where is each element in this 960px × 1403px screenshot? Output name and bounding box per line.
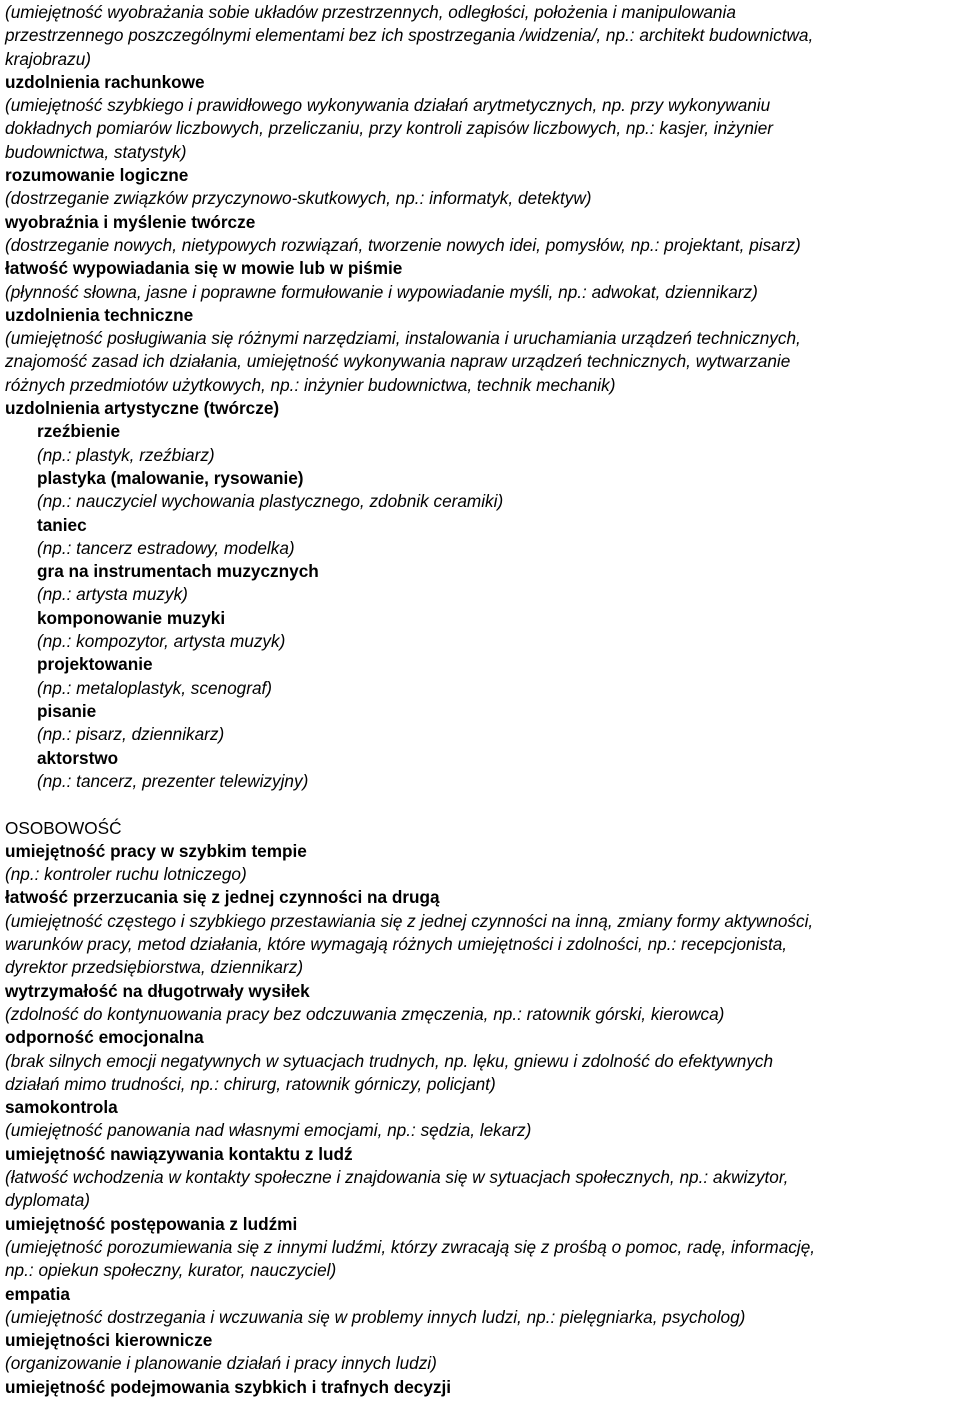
trait-name: wytrzymałość na długotrwały wysiłek xyxy=(5,980,310,1001)
artistic-skill-name: pisanie xyxy=(37,700,97,721)
trait-name: empatia xyxy=(5,1283,70,1304)
artistic-skill-name: aktorstwo xyxy=(37,747,119,768)
skill-description: (dostrzeganie nowych, nietypowych rozwiązań, tworzenie nowych idei, pomysłów, np.: projektant, pisarz) xyxy=(5,234,801,255)
artistic-skill-example: (np.: kompozytor, artysta muzyk) xyxy=(37,631,286,652)
trait-description: (umiejętność porozumiewania się z innymi ludźmi, którzy zwracają się z prośbą o pomoc, radę, informację, xyxy=(5,1236,816,1257)
skill-entry xyxy=(5,257,960,304)
trait-description: dyrektor przedsiębiorstwa, dziennikarz) xyxy=(5,957,304,978)
trait-description: dyplomata) xyxy=(5,1190,91,1211)
artistic-list xyxy=(5,420,960,793)
skill-entry xyxy=(5,211,960,258)
trait-name: umiejętność podejmowania szybkich i trafnych decyzji xyxy=(5,1376,452,1397)
trait-description: (np.: kontroler ruchu lotniczego) xyxy=(5,864,247,885)
skill-description: różnych przedmiotów użytkowych, np.: inżynier budownictwa, technik mechanik) xyxy=(5,374,616,395)
artistic-heading: uzdolnienia artystyczne (twórcze) xyxy=(5,398,280,419)
trait-name: umiejętność nawiązywania kontaktu z ludź xyxy=(5,1143,353,1164)
skill-name: łatwość wypowiadania się w mowie lub w piśmie xyxy=(5,258,403,279)
section-heading: OSOBOWOŚĆ xyxy=(5,817,122,838)
skill-description: (dostrzeganie związków przyczynowo-skutkowych, np.: informatyk, detektyw) xyxy=(5,188,592,209)
trait-name: umiejętność postępowania z ludźmi xyxy=(5,1213,298,1234)
skill-name: uzdolnienia rachunkowe xyxy=(5,71,205,92)
trait-name: odporność emocjonalna xyxy=(5,1027,204,1048)
trait-name: umiejętności kierownicze xyxy=(5,1330,213,1351)
artistic-skill-name: plastyka (malowanie, rysowanie) xyxy=(37,467,304,488)
section-spacer xyxy=(5,793,960,817)
trait-name: łatwość przerzucania się z jednej czynności na drugą xyxy=(5,887,440,908)
artistic-skill-example: (np.: metaloplastyk, scenograf) xyxy=(37,677,273,698)
skill-entry xyxy=(5,164,960,211)
skill-description: znajomość zasad ich działania, umiejętność wykonywania napraw urządzeń technicznych, wytwarzanie xyxy=(5,351,791,372)
artistic-skill-name: projektowanie xyxy=(37,654,153,675)
trait-description: (umiejętność częstego i szybkiego przestawiania się z jednej czynności na inną, zmiany formy aktywności, xyxy=(5,910,814,931)
trait-description: (umiejętność panowania nad własnymi emocjami, np.: sędzia, lekarz) xyxy=(5,1120,532,1141)
skill-entry xyxy=(5,71,960,164)
personality-section xyxy=(5,817,960,1399)
trait-name: umiejętność pracy w szybkim tempie xyxy=(5,840,307,861)
artistic-skill-example: (np.: artysta muzyk) xyxy=(37,584,188,605)
artistic-skill-example: (np.: tancerz estradowy, modelka) xyxy=(37,537,295,558)
intro-line: krajobrazu) xyxy=(5,48,91,69)
intro-line: (umiejętność wyobrażania sobie układów przestrzennych, odległości, położenia i manipulowania xyxy=(5,2,736,22)
artistic-skill-name: gra na instrumentach muzycznych xyxy=(37,561,319,582)
artistic-skill-name: rzeźbienie xyxy=(37,421,121,442)
artistic-skill-name: komponowanie muzyki xyxy=(37,607,226,628)
artistic-skill-example: (np.: tancerz, prezenter telewizyjny) xyxy=(37,770,309,791)
trait-description: (brak silnych emocji negatywnych w sytuacjach trudnych, np. lęku, gniewu i zdolność do efektywnych xyxy=(5,1050,774,1071)
skill-description: dokładnych pomiarów liczbowych, przeliczaniu, przy kontroli zapisów liczbowych, np.: kasjer, inżynier xyxy=(5,118,774,139)
intro-description xyxy=(5,1,960,71)
skill-description: budownictwa, statystyk) xyxy=(5,141,187,162)
trait-description: (umiejętność dostrzegania i wczuwania się w problemy innych ludzi, np.: pielęgniarka, psycholog) xyxy=(5,1306,746,1327)
artistic-skill-example: (np.: plastyk, rzeźbiarz) xyxy=(37,444,215,465)
trait-name: samokontrola xyxy=(5,1097,118,1118)
artistic-skills xyxy=(5,397,960,793)
trait-description: działań mimo trudności, np.: chirurg, ratownik górniczy, policjant) xyxy=(5,1073,496,1094)
skill-description: (płynność słowna, jasne i poprawne formułowanie i wypowiadanie myśli, np.: adwokat, dziennikarz) xyxy=(5,281,758,302)
skill-entry xyxy=(5,304,960,397)
trait-description: (łatwość wchodzenia w kontakty społeczne i znajdowania się w sytuacjach społecznych, np.: akwizytor, xyxy=(5,1167,789,1188)
artistic-skill-example: (np.: nauczyciel wychowania plastycznego, zdobnik ceramiki) xyxy=(37,491,504,512)
trait-description: (organizowanie i planowanie działań i pracy innych ludzi) xyxy=(5,1353,437,1374)
skill-name: uzdolnienia techniczne xyxy=(5,304,194,325)
skill-name: wyobraźnia i myślenie twórcze xyxy=(5,211,256,232)
intro-line: przestrzennego poszczególnymi elementami bez ich spostrzegania /widzenia/, np.: architekt budownictwa, xyxy=(5,25,814,46)
artistic-skill-name: taniec xyxy=(37,514,87,535)
trait-description: warunków pracy, metod działania, które wymagają różnych umiejętności i zdolności, np.: recepcjonista, xyxy=(5,934,788,955)
trait-description: np.: opiekun społeczny, kurator, nauczyciel) xyxy=(5,1260,337,1281)
trait-description: (zdolność do kontynuowania pracy bez odczuwania zmęczenia, np.: ratownik górski, kierowca) xyxy=(5,1003,725,1024)
artistic-skill-example: (np.: pisarz, dziennikarz) xyxy=(37,724,225,745)
skill-name: rozumowanie logiczne xyxy=(5,165,189,186)
skill-description: (umiejętność szybkiego i prawidłowego wykonywania działań arytmetycznych, np. przy wykonywaniu xyxy=(5,95,771,116)
skill-description: (umiejętność posługiwania się różnymi narzędziami, instalowania i uruchamiania urządzeń technicznych, xyxy=(5,328,801,349)
